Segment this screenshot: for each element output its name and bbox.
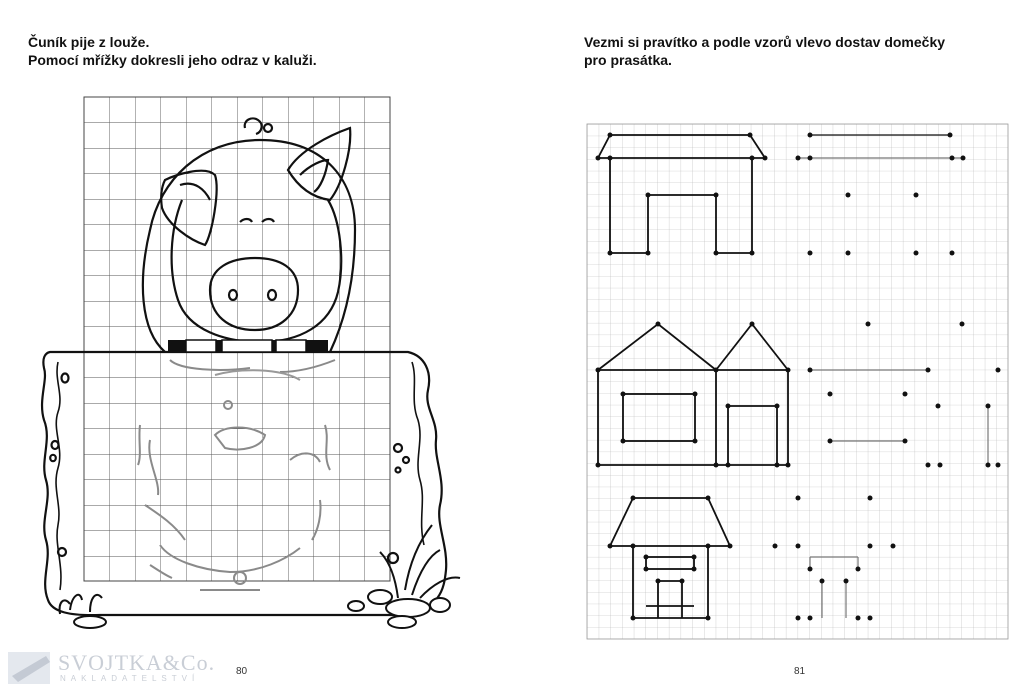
house-grid	[587, 124, 1008, 639]
publisher-logo-mark	[8, 652, 50, 684]
left-instruction-line-1: Čuník pije z louže.	[28, 34, 150, 50]
pig-feet-band	[168, 340, 328, 352]
publisher-subtitle: NAKLADATELSTVÍ	[60, 674, 200, 683]
left-instruction-line-2: Pomocí mřížky dokresli jeho odraz v kaluži.	[28, 52, 317, 68]
right-instruction-line-1: Vezmi si pravítko a podle vzorů vlevo dostav domečky	[584, 34, 946, 50]
right-instruction-line-2: pro prasátka.	[584, 52, 672, 68]
grass-left	[60, 595, 106, 628]
page-number-right: 81	[794, 666, 806, 677]
page-number-left: 80	[236, 666, 248, 677]
publisher-name: SVOJTKA&Co.	[58, 650, 216, 675]
